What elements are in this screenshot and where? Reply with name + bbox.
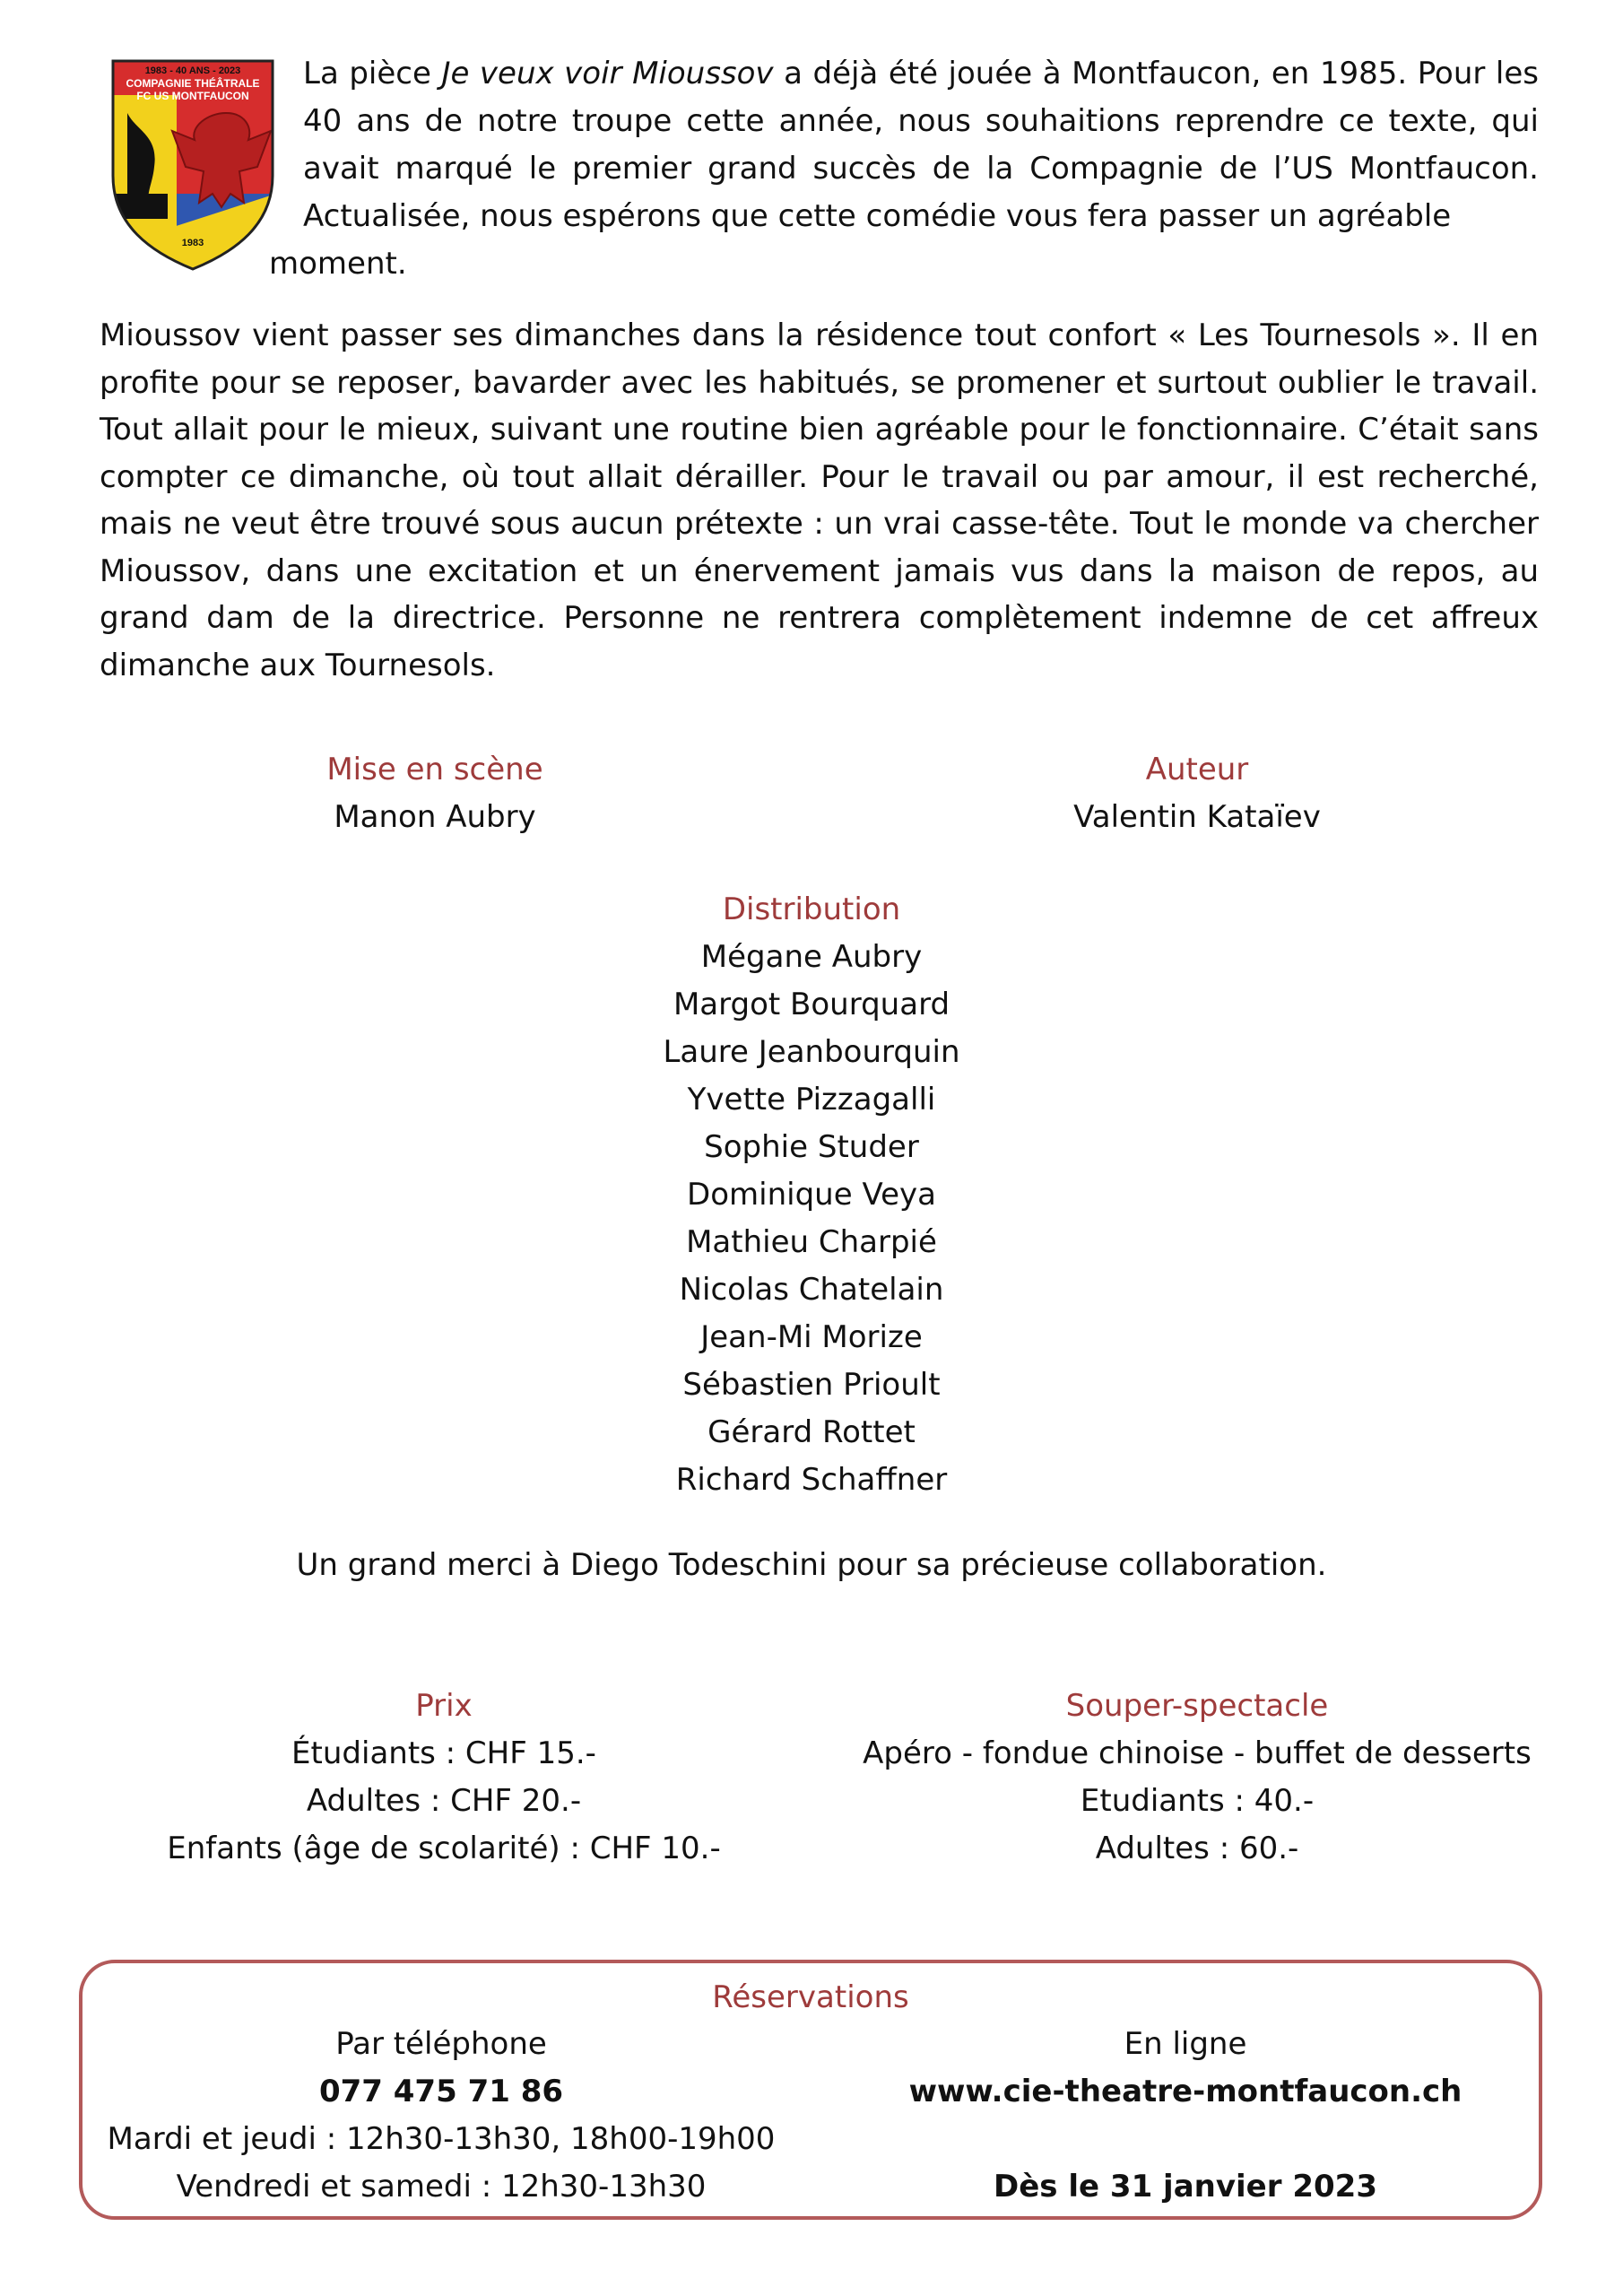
play-title: Je veux voir Mioussov	[441, 56, 774, 91]
author-heading: Auteur	[1145, 752, 1249, 787]
cast-member: Nicolas Chatelain	[679, 1272, 944, 1308]
cast-member: Mathieu Charpié	[686, 1224, 937, 1260]
cast-member: Gérard Rottet	[707, 1414, 916, 1450]
intro-text-start: La pièce	[303, 56, 442, 91]
cast-member: Jean-Mi Morize	[700, 1319, 923, 1355]
reservations-box	[79, 1960, 1542, 2220]
cast-member: Dominique Veya	[687, 1177, 936, 1213]
staging-heading: Mise en scène	[326, 752, 543, 787]
phone-label: Par téléphone	[335, 2026, 547, 2062]
website-link[interactable]: www.cie-theatre-montfaucon.ch	[908, 2074, 1462, 2109]
reservations-heading: Réservations	[712, 1979, 909, 2015]
cast-member: Margot Bourquard	[673, 987, 950, 1022]
synopsis-paragraph: Mioussov vient passer ses dimanches dans la résidence tout confort « Les Tournesols ». Il en profite pour se reposer, bavarder avec les habitués, se promener et surtout oublier le travail. Tout allait pour le mieux, suivant une routine bien agréable pour le fonctionnaire. C’était sans compter ce dimanche, où tout allait dérailler. Pour le travail ou par amour, il est recherché, mais ne veut être trouvé sous aucun prétexte : un vrai casse-tête. Tout le monde va chercher Mioussov, dans une excitation et un énervement jamais vus dans la maison de repos, au grand dam de la directrice. Personne ne rentrera complètement indemne de cet affreux dimanche aux Tournesols.	[100, 317, 1539, 683]
dinner-line: Etudiants : 40.-	[1080, 1783, 1315, 1819]
dinner-show-block	[812, 1683, 1583, 1873]
thanks-line: Un grand merci à Diego Todeschini pour sa précieuse collaboration.	[296, 1547, 1327, 1583]
cast-member: Mégane Aubry	[700, 939, 923, 975]
prices-heading: Prix	[415, 1688, 473, 1724]
intro-text-rest: a déjà été jouée à Montfaucon, en 1985. Pour les 40 ans de notre troupe cette année, nous souhaitions reprendre ce texte, qui avait marqué le premier grand succès de la Compagnie de l’US Montfaucon. Actualisée, nous espérons que cette comédie vous fera passer un agréable	[303, 56, 1539, 234]
crest-year: 1983	[181, 238, 204, 248]
staging-name: Manon Aubry	[334, 799, 536, 835]
crest-line2: FC US MONTFAUCON	[136, 90, 249, 102]
cast-member: Sébastien Prioult	[682, 1367, 941, 1403]
price-line: Enfants (âge de scolarité) : CHF 10.-	[167, 1831, 721, 1866]
prices-block	[126, 1683, 762, 1873]
phone-hours-weekend: Vendredi et samedi : 12h30-13h30	[176, 2169, 707, 2205]
cast-member: Sophie Studer	[704, 1129, 919, 1165]
author-name: Valentin Kataïev	[1073, 799, 1321, 835]
intro-text-tail: moment.	[269, 246, 407, 282]
company-crest-logo	[109, 59, 276, 271]
price-line: Étudiants : CHF 15.-	[291, 1735, 596, 1771]
cast-member: Yvette Pizzagalli	[687, 1082, 936, 1118]
cast-member: Laure Jeanbourquin	[663, 1034, 960, 1070]
staging-credit	[211, 746, 659, 841]
online-label: En ligne	[1124, 2026, 1247, 2062]
cast-list	[498, 886, 1125, 1504]
phone-hours-weekday: Mardi et jeudi : 12h30-13h30, 18h00-19h00	[107, 2121, 776, 2157]
crest-line1: COMPAGNIE THÉÂTRALE	[126, 77, 260, 90]
intro-paragraph	[269, 50, 1539, 288]
crest-top-text: 1983 - 40 ANS - 2023	[144, 65, 241, 76]
booking-start-date: Dès le 31 janvier 2023	[994, 2169, 1377, 2205]
price-line: Adultes : CHF 20.-	[306, 1783, 582, 1819]
spacer-line	[854, 2116, 1517, 2163]
author-credit	[964, 746, 1430, 841]
dinner-show-heading: Souper-spectacle	[1065, 1688, 1329, 1724]
phone-number[interactable]: 077 475 71 86	[318, 2074, 564, 2109]
dinner-line: Apéro - fondue chinoise - buffet de desserts	[863, 1735, 1532, 1771]
cast-member: Richard Schaffner	[675, 1462, 948, 1498]
dinner-line: Adultes : 60.-	[1095, 1831, 1299, 1866]
phone-reservations	[82, 2021, 800, 2211]
online-reservations	[854, 2021, 1517, 2211]
cast-heading: Distribution	[722, 891, 901, 927]
